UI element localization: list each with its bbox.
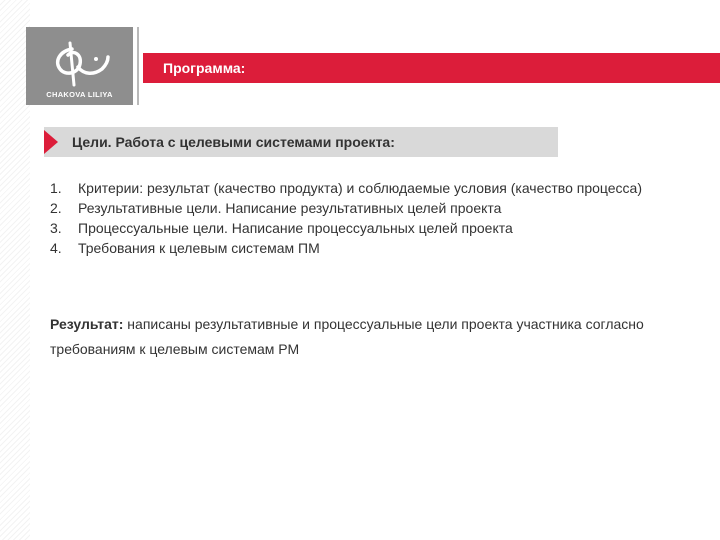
list-item-text: Критерии: результат (качество продукта) и соблюдаемые условия (качество процесса)	[78, 180, 643, 196]
section-heading-bar	[44, 127, 558, 157]
list-item	[50, 218, 690, 238]
arrow-right-icon	[44, 130, 58, 154]
list-item	[50, 238, 690, 258]
list-item-number: 3.	[50, 220, 62, 236]
list-item-number: 2.	[50, 200, 62, 216]
section-title: Цели. Работа с целевыми системами проекта:	[72, 134, 395, 150]
list-item-number: 4.	[50, 240, 62, 256]
list-item	[50, 178, 690, 198]
result-paragraph	[50, 312, 690, 362]
result-text: написаны результативные и процессуальные цели проекта участника согласно требованиям к целевым системам РМ	[50, 316, 644, 357]
criteria-list	[50, 178, 690, 258]
list-item	[50, 198, 690, 218]
list-item-text: Требования к целевым системам ПМ	[78, 240, 320, 256]
logo-divider	[137, 27, 139, 105]
page-title: Программа:	[163, 60, 246, 76]
list-item-number: 1.	[50, 180, 62, 196]
result-label: Результат:	[50, 316, 124, 332]
calligraphy-monogram-icon	[46, 37, 112, 89]
header-banner	[143, 53, 720, 83]
logo-name: CHAKOVA LILIYA	[46, 90, 113, 99]
logo	[26, 27, 133, 105]
list-item-text: Результативные цели. Написание результативных целей проекта	[78, 200, 502, 216]
list-item-text: Процессуальные цели. Написание процессуальных целей проекта	[78, 220, 513, 236]
